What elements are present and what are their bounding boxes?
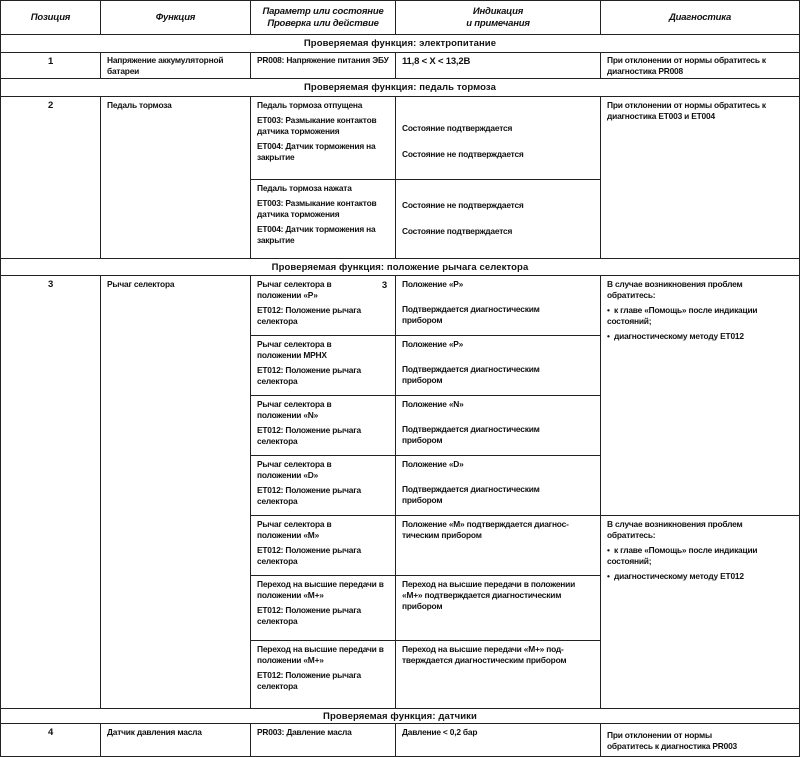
state-text: Педаль тормоза отпущена xyxy=(257,100,363,110)
diagnostics-text: При отклонении от нормы обратитесь к диагностика ЕТ003 и ЕТ004 xyxy=(607,100,766,121)
header-parameter-line1: Параметр или состояние xyxy=(262,5,384,17)
indication-text: Положение «Р» xyxy=(402,279,464,289)
parameter-cell xyxy=(250,515,396,576)
indication-text: 11,8 < X < 13,2В xyxy=(402,56,471,67)
parameter-text: ЕТ012: Положение рычага селектора xyxy=(257,305,361,326)
indication-cell xyxy=(395,723,601,757)
position-number: 3 xyxy=(47,279,54,290)
parameter-cell xyxy=(250,640,396,709)
indication-text: Давление < 0,2 бар xyxy=(402,727,478,737)
state-text: Рычаг селектора в положении «N» xyxy=(257,399,332,420)
section-title-sensors xyxy=(0,708,800,724)
diagnostics-intro: В случае возникновения проблем обратитесь: xyxy=(607,519,743,540)
section-title-text: Проверяемая функция: положение рычага селектора xyxy=(271,261,529,273)
function-text: Напряжение аккумуляторной батареи xyxy=(107,55,224,76)
section-title-power xyxy=(0,34,800,53)
indication-text: Положение «Р» xyxy=(402,339,464,349)
position-number: 4 xyxy=(47,727,54,738)
diagnostics-text: При отклонении от нормы обратитесь к диагностика PR003 xyxy=(607,730,737,751)
parameter-cell xyxy=(250,52,396,79)
diagnostics-cell xyxy=(600,515,800,709)
parameter-text: ЕТ012: Положение рычага селектора xyxy=(257,365,361,386)
diagnostics-bullet-text: диагностическому методу ЕТ012 xyxy=(614,571,744,581)
section-title-selector xyxy=(0,258,800,276)
indication-cell xyxy=(395,455,601,516)
parameter-text: ЕТ004: Датчик торможения на закрытие xyxy=(257,141,376,162)
diagnostics-text: При отклонении от нормы обратитесь к диагностика PR008 xyxy=(607,55,766,76)
indication-cell xyxy=(395,96,601,180)
indication-text: Положение «М» подтверждается диагнос-тическим прибором xyxy=(402,519,569,540)
indication-text: Положение «N» xyxy=(402,399,464,409)
header-function-text: Функция xyxy=(155,11,196,23)
marker-number: 3 xyxy=(381,280,387,291)
section-title-text: Проверяемая функция: электропитание xyxy=(303,38,497,49)
header-position-text: Позиция xyxy=(30,11,71,23)
diagnostics-bullet: • к главе «Помощь» после индикации состояний; xyxy=(607,545,758,566)
header-position xyxy=(0,0,101,35)
diagnostics-bullet: • диагностическому методу ЕТ012 xyxy=(607,331,744,341)
indication-cell xyxy=(395,575,601,641)
diagnostics-cell xyxy=(600,52,800,79)
function-cell xyxy=(100,96,251,259)
indication-text: Подтверждается диагностическим прибором xyxy=(402,304,540,325)
parameter-text: ЕТ004: Датчик торможения на закрытие xyxy=(257,224,376,245)
position-cell xyxy=(0,723,101,757)
parameter-text: ЕТ003: Размыкание контактов датчика торможения xyxy=(257,115,377,136)
parameter-cell xyxy=(250,723,396,757)
indication-text: Положение «D» xyxy=(402,459,464,469)
parameter-cell xyxy=(250,275,396,336)
parameter-text: ЕТ012: Положение рычага селектора xyxy=(257,670,361,691)
diagnostics-bullet: • к главе «Помощь» после индикации состояний; xyxy=(607,305,758,326)
header-function xyxy=(100,0,251,35)
state-text: Переход на высшие передачи в положении «М+» xyxy=(257,644,384,665)
parameter-cell xyxy=(250,575,396,641)
parameter-cell xyxy=(250,335,396,396)
indication-text: Состояние не подтверждается xyxy=(402,149,524,159)
header-indication-line2: и примечания xyxy=(466,17,530,29)
diagnostics-cell xyxy=(600,96,800,259)
parameter-text: ЕТ012: Положение рычага селектора xyxy=(257,545,361,566)
header-indication-line1: Индикация xyxy=(472,5,524,17)
indication-text: Переход на высшие передачи в положении «М+» подтверждается диагностическим прибором xyxy=(402,579,576,611)
indication-cell xyxy=(395,515,601,576)
indication-text: Состояние подтверждается xyxy=(402,123,513,133)
indication-cell xyxy=(395,179,601,259)
function-text: Датчик давления масла xyxy=(107,727,202,737)
parameter-cell xyxy=(250,96,396,180)
position-cell xyxy=(0,96,101,259)
function-cell xyxy=(100,723,251,757)
indication-text: Состояние не подтверждается xyxy=(402,200,524,210)
indication-text: Состояние подтверждается xyxy=(402,226,513,236)
parameter-text: PR008: Напряжение питания ЭБУ xyxy=(257,55,389,65)
position-number: 1 xyxy=(47,56,54,67)
section-title-text: Проверяемая функция: датчики xyxy=(323,710,477,722)
state-text: Рычаг селектора в положении «Р» xyxy=(257,279,332,300)
diagnostics-bullet-text: диагностическому методу ЕТ012 xyxy=(614,331,744,341)
indication-cell xyxy=(395,640,601,709)
indication-text: Подтверждается диагностическим прибором xyxy=(402,364,540,385)
parameter-cell xyxy=(250,179,396,259)
header-indication xyxy=(395,0,601,35)
function-cell xyxy=(100,52,251,79)
diagnostics-bullet-text: к главе «Помощь» после индикации состояний; xyxy=(607,545,758,566)
header-diagnostics xyxy=(600,0,800,35)
indication-text: Подтверждается диагностическим прибором xyxy=(402,424,540,445)
function-cell xyxy=(100,275,251,709)
function-text: Педаль тормоза xyxy=(107,100,172,110)
indication-text: Переход на высшие передачи «М+» под-тверждается диагностическим прибором xyxy=(402,644,567,665)
header-diagnostics-text: Диагностика xyxy=(668,11,732,23)
indication-cell xyxy=(395,335,601,396)
parameter-text: ЕТ003: Размыкание контактов датчика торможения xyxy=(257,198,377,219)
parameter-text: PR003: Давление масла xyxy=(257,727,352,737)
state-text: Рычаг селектора в положении «М» xyxy=(257,519,332,540)
header-parameter-line2: Проверка или действие xyxy=(267,17,379,29)
diagnostics-cell xyxy=(600,275,800,516)
diagnostics-cell xyxy=(600,723,800,757)
function-text: Рычаг селектора xyxy=(107,279,175,289)
indication-cell xyxy=(395,395,601,456)
parameter-text: ЕТ012: Положение рычага селектора xyxy=(257,605,361,626)
diagnostics-intro: В случае возникновения проблем обратитесь: xyxy=(607,279,743,300)
state-text: Рычаг селектора в положении МРНХ xyxy=(257,339,332,360)
state-text: Рычаг селектора в положении «D» xyxy=(257,459,332,480)
header-parameter xyxy=(250,0,396,35)
parameter-cell xyxy=(250,395,396,456)
diagnostics-bullet: • диагностическому методу ЕТ012 xyxy=(607,571,744,581)
position-cell xyxy=(0,52,101,79)
section-title-text: Проверяемая функция: педаль тормоза xyxy=(304,82,496,93)
parameter-text: ЕТ012: Положение рычага селектора xyxy=(257,425,361,446)
state-text: Педаль тормоза нажата xyxy=(257,183,352,193)
position-cell xyxy=(0,275,101,709)
diagnostics-bullet-text: к главе «Помощь» после индикации состояний; xyxy=(607,305,758,326)
indication-text: Подтверждается диагностическим прибором xyxy=(402,484,540,505)
state-text: Переход на высшие передачи в положении «М+» xyxy=(257,579,384,600)
parameter-text: ЕТ012: Положение рычага селектора xyxy=(257,485,361,506)
position-number: 2 xyxy=(47,100,54,111)
parameter-cell xyxy=(250,455,396,516)
section-title-brake xyxy=(0,78,800,97)
indication-cell xyxy=(395,275,601,336)
indication-cell xyxy=(395,52,601,79)
